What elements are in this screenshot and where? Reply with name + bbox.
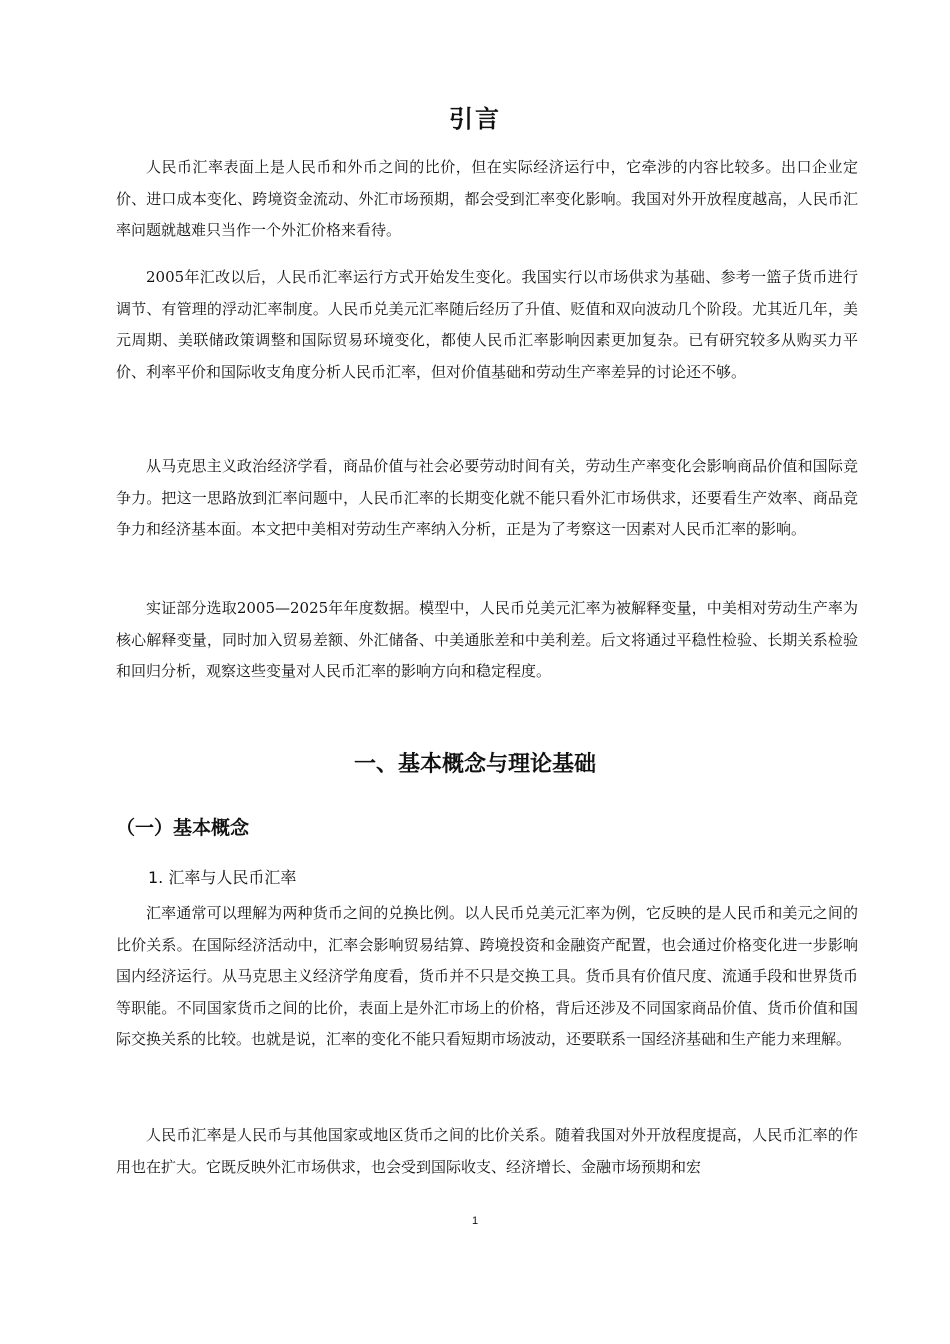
chapter-title: 一、基本概念与理论基础 bbox=[353, 752, 596, 777]
intro-paragraph-4: 实证部分选取2005—2025年年度数据。模型中，人民币兑美元汇率为被解释变量，中美相对劳动生产率为核心解释变量，同时加入贸易差额、外汇储备、中美通胀差和中美利差。后文将通过平稳性检验、长期关系检验和回归分析，观察这些变量对人民币汇率的影响方向和稳定程度。 bbox=[116, 599, 858, 680]
body-paragraph-1: 汇率通常可以理解为两种货币之间的兑换比例。以人民币兑美元汇率为例，它反映的是人民币和美元之间的比价关系。在国际经济活动中，汇率会影响贸易结算、跨境投资和金融资产配置，也会通过价格变化进一步影响国内经济运行。从马克思主义经济学角度看，货币并不只是交换工具。货币具有价值尺度、流通手段和世界货币等职能。不同国家货币之间的比价，表面上是外汇市场上的价格，背后还涉及不同国家商品价值、货币价值和国际交换关系的比较。也就是说，汇率的变化不能只看短期市场波动，还要联系一国经济基础和生产能力来理解。 bbox=[116, 904, 858, 1048]
intro-title: 引言 bbox=[449, 105, 501, 133]
intro-paragraph-2: 2005年汇改以后，人民币汇率运行方式开始发生变化。我国实行以市场供求为基础、参考一篮子货币进行调节、有管理的浮动汇率制度。人民币兑美元汇率随后经历了升值、贬值和双向波动几个阶段。尤其近几年，美元周期、美联储政策调整和国际贸易环境变化，都使人民币汇率影响因素更加复杂。已有研究较多从购买力平价、利率平价和国际收支角度分析人民币汇率，但对价值基础和劳动生产率差异的讨论还不够。 bbox=[116, 268, 858, 381]
section-title: （一）基本概念 bbox=[116, 817, 250, 839]
body-paragraph-2: 人民币汇率是人民币与其他国家或地区货币之间的比价关系。随着我国对外开放程度提高，人民币汇率的作用也在扩大。它既反映外汇市场供求，也会受到国际收支、经济增长、金融市场预期和宏 bbox=[116, 1126, 858, 1176]
subsection-title: 1. 汇率与人民币汇率 bbox=[148, 868, 297, 887]
page-number: 1 bbox=[471, 1215, 479, 1227]
intro-paragraph-3: 从马克思主义政治经济学看，商品价值与社会必要劳动时间有关，劳动生产率变化会影响商品价值和国际竞争力。把这一思路放到汇率问题中，人民币汇率的长期变化就不能只看外汇市场供求，还要看生产效率、商品竞争力和经济基本面。本文把中美相对劳动生产率纳入分析，正是为了考察这一因素对人民币汇率的影响。 bbox=[116, 457, 858, 538]
intro-paragraph-1: 人民币汇率表面上是人民币和外币之间的比价，但在实际经济运行中，它牵涉的内容比较多。出口企业定价、进口成本变化、跨境资金流动、外汇市场预期，都会受到汇率变化影响。我国对外开放程度越高，人民币汇率问题就越难只当作一个外汇价格来看待。 bbox=[116, 158, 858, 239]
